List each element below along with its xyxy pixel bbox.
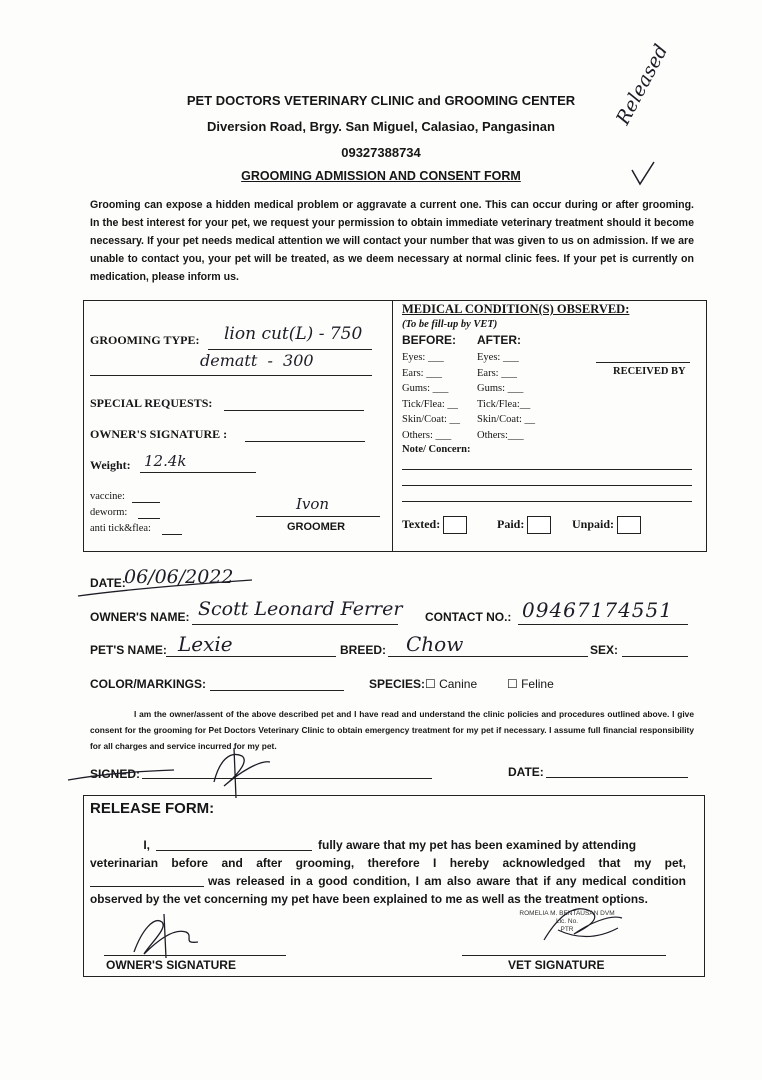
release-line4: observed by the vet concerning my pet have been explained to me as well as the treatment options. xyxy=(90,892,648,906)
before-item: Tick/Flea: __ xyxy=(402,398,458,410)
weight-value: 12.4k xyxy=(144,452,187,470)
received-by-line xyxy=(596,362,690,363)
owner-name-value: Scott Leonard Ferrer xyxy=(198,598,403,620)
contact-label: CONTACT NO.: xyxy=(425,610,512,624)
note-line xyxy=(402,469,692,470)
box-divider xyxy=(392,300,393,552)
color-label: COLOR/MARKINGS: xyxy=(90,677,206,691)
unpaid-field: Unpaid: xyxy=(572,516,641,534)
after-item: Skin/Coat: __ xyxy=(477,414,536,425)
vet-signature-scribble xyxy=(538,900,628,950)
intro-paragraph: Grooming can expose a hidden medical problem or aggravate a current one. This can occur during or after grooming. In the best interest for your pet, we request your permission to obtain immediate veterinary treatment should it become necessary. If your pet needs medical attention we will contact your number that was given to us on admission. If we are unable to contact you, your pet will be treated, as we deem necessary at normal clinic fees. If your pet is currently on medication, please inform us. xyxy=(90,199,694,283)
medical-title: MEDICAL CONDITION(S) OBSERVED: xyxy=(402,302,630,316)
before-item: Gums: ___ xyxy=(402,383,449,394)
signed-date-line xyxy=(546,777,688,778)
unpaid-checkbox[interactable] xyxy=(617,516,641,534)
release-pet-blank xyxy=(90,886,204,887)
release-line3: was released in a good condition, I am also aware that if any medical condition xyxy=(90,872,686,890)
sex-label: SEX: xyxy=(590,643,619,657)
pet-name-value: Lexie xyxy=(178,632,233,656)
species-canine-option[interactable]: ☐ Canine xyxy=(425,677,478,691)
after-item: Eyes: ___ xyxy=(477,352,519,363)
species-label: SPECIES: xyxy=(369,677,426,691)
release-owner-blank xyxy=(156,850,312,851)
received-by-label: RECEIVED BY xyxy=(613,366,686,377)
deworm-line xyxy=(138,518,160,519)
after-label: AFTER: xyxy=(477,333,521,347)
before-list xyxy=(402,350,460,443)
release-owner-signature-scribble xyxy=(124,910,224,960)
breed-label: BREED: xyxy=(340,643,387,657)
weight-line xyxy=(140,472,256,473)
vaccine-line xyxy=(132,502,160,503)
texted-field: Texted: xyxy=(402,516,467,534)
breed-line xyxy=(388,656,588,657)
after-item: Others:___ xyxy=(477,429,524,441)
release-title: RELEASE FORM: xyxy=(90,800,215,817)
vet-stamp: ROMELIA M. BENTAUSAN DVM Lic. No. PTR xyxy=(519,910,615,933)
antitick-line xyxy=(162,534,182,535)
clinic-name: PET DOCTORS VETERINARY CLINIC and GROOMING CENTER xyxy=(186,93,576,108)
grooming-type-value2: dematt - 300 xyxy=(200,351,314,370)
groomer-line xyxy=(256,516,380,517)
release-paragraph xyxy=(90,836,686,908)
groomer-label: GROOMER xyxy=(287,521,346,533)
owner-sig-line xyxy=(104,955,286,956)
paid-checkbox[interactable] xyxy=(527,516,551,534)
note-line xyxy=(402,501,692,502)
owner-signature-line xyxy=(245,441,365,442)
before-label: BEFORE: xyxy=(402,333,456,347)
vaccine-label: vaccine: xyxy=(90,491,125,502)
form-title: GROOMING ADMISSION AND CONSENT FORM xyxy=(241,169,521,183)
released-annotation: Released xyxy=(612,40,673,129)
signed-label: SIGNED: xyxy=(90,767,141,781)
signed-date-label: DATE: xyxy=(508,765,544,779)
breed-value: Chow xyxy=(406,632,464,656)
special-requests-line xyxy=(224,410,364,411)
color-line xyxy=(210,690,344,691)
weight-label: Weight: xyxy=(90,458,131,472)
contact-value: 09467174551 xyxy=(522,598,673,622)
vet-sig-label: VET SIGNATURE xyxy=(508,958,605,972)
owner-sig-label: OWNER'S SIGNATURE xyxy=(106,958,236,972)
release-line2: veterinarian before and after grooming, therefore I hereby acknowledged that my pet, xyxy=(90,856,686,870)
release-line1: I, fully aware that my pet has been examined by attending xyxy=(143,838,637,852)
pet-name-label: PET'S NAME: xyxy=(90,643,167,657)
owner-name-line xyxy=(192,624,398,625)
grooming-type-value1: lion cut(L) - 750 xyxy=(224,324,363,344)
groomer-name: Ivon xyxy=(296,495,330,513)
note-label: Note/ Concern: xyxy=(402,444,471,455)
deworm-label: deworm: xyxy=(90,507,128,518)
grooming-type-label: GROOMING TYPE: xyxy=(90,333,200,347)
date-value: 06/06/2022 xyxy=(124,566,234,588)
sex-line xyxy=(622,656,688,657)
note-line xyxy=(402,485,692,486)
before-item: Eyes: ___ xyxy=(402,352,444,363)
clinic-phone: 09327388734 xyxy=(341,145,421,160)
grooming-type-line1 xyxy=(208,349,372,350)
antitick-label: anti tick&flea: xyxy=(90,523,151,534)
after-item: Ears: ___ xyxy=(477,367,517,379)
after-item: Gums: ___ xyxy=(477,383,524,394)
pet-name-line xyxy=(166,656,336,657)
contact-line xyxy=(518,624,688,625)
grooming-type-line2 xyxy=(90,375,372,376)
after-list xyxy=(477,350,535,443)
texted-checkbox[interactable] xyxy=(443,516,467,534)
owner-signature-scribble xyxy=(64,742,294,802)
vet-sig-line xyxy=(462,955,666,956)
owner-signature-label: OWNER'S SIGNATURE : xyxy=(90,427,228,441)
before-item: Ears: ___ xyxy=(402,367,442,379)
before-item: Skin/Coat: __ xyxy=(402,414,461,425)
after-item: Tick/Flea:__ xyxy=(477,398,531,410)
paid-field: Paid: xyxy=(497,516,551,534)
species-feline-option[interactable]: ☐ Feline xyxy=(507,677,554,691)
date-label: DATE: xyxy=(90,576,126,590)
owner-name-label: OWNER'S NAME: xyxy=(90,610,190,624)
before-item: Others: ___ xyxy=(402,429,452,441)
consent-paragraph: I am the owner/assent of the above described pet and I have read and understand the clinic policies and procedures outlined above. I give consent for the grooming for Pet Doctors Veterinary Clinic to obtain emergency treatment for my pet if necessary. I assume full financial responsibility for all charges and service incurred for my pet. xyxy=(90,709,694,751)
medical-subtitle: (To be fill-up by VET) xyxy=(402,319,498,330)
special-requests-label: SPECIAL REQUESTS: xyxy=(90,396,213,410)
clinic-address: Diversion Road, Brgy. San Miguel, Calasiao, Pangasinan xyxy=(207,119,555,134)
released-checkmark xyxy=(628,160,658,190)
